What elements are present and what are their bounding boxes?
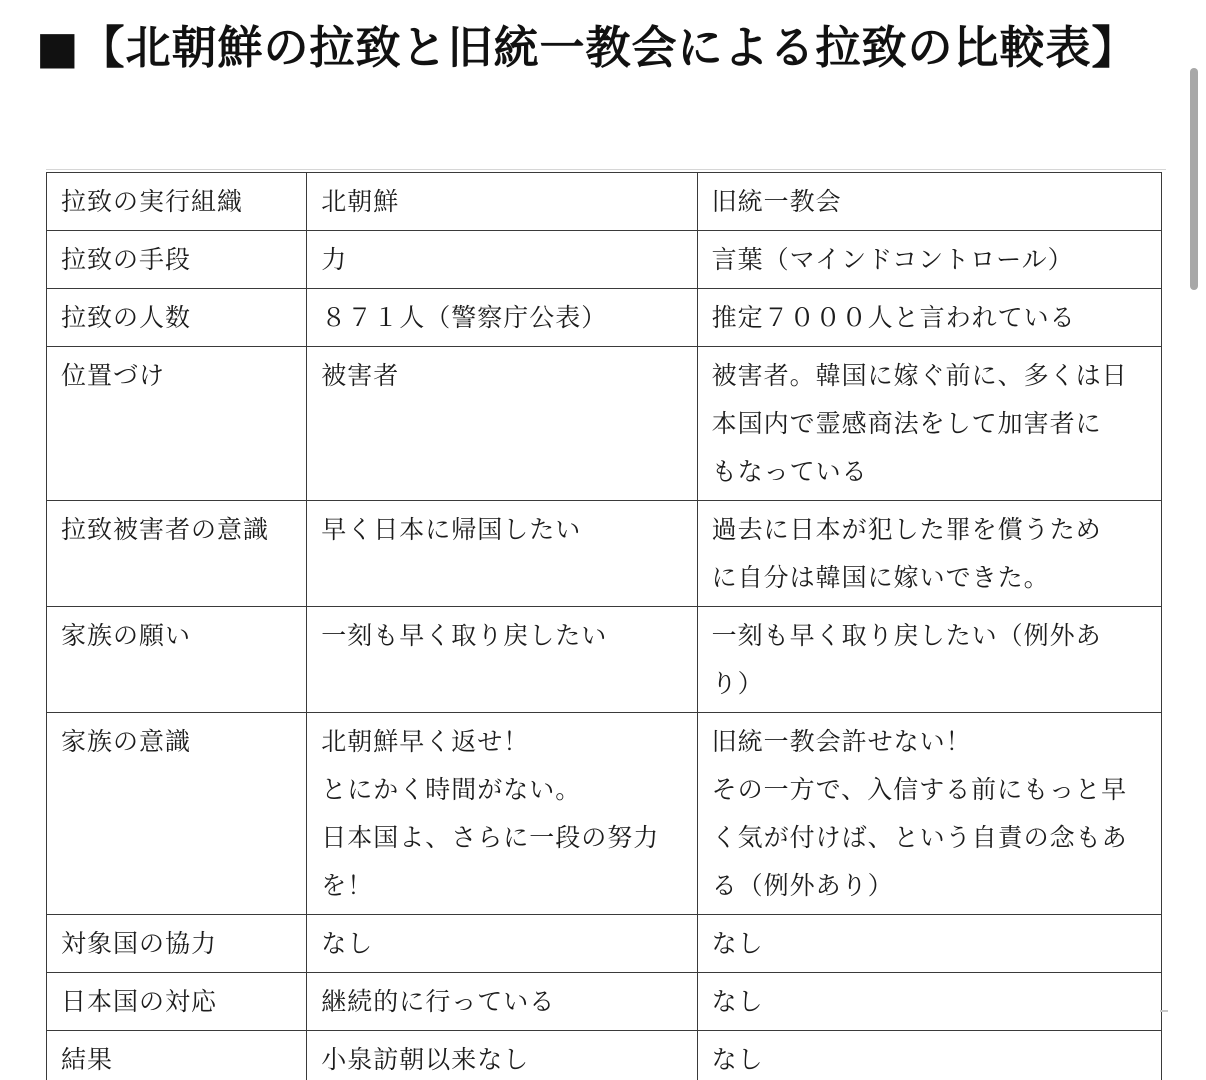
unification-church-cell xyxy=(697,289,1161,347)
cell-text-line: 北朝鮮早く返せ！ xyxy=(321,727,530,756)
row-label-cell: 拉致被害者の意識 xyxy=(47,501,307,607)
cell-text-line: なし xyxy=(321,929,374,958)
cell-text-line: 被害者。韓国に嫁ぐ前に、多くは日 xyxy=(711,361,1128,390)
unification-church-cell xyxy=(697,973,1161,1031)
table-row xyxy=(47,231,1162,289)
cell-text-line: 力 xyxy=(321,245,348,274)
north-korea-cell xyxy=(307,915,697,973)
cell-text-line: 旧統一教会 xyxy=(711,187,842,216)
row-label-cell: 拉致の実行組織 xyxy=(47,173,307,231)
cell-text-line: 被害者 xyxy=(321,361,400,390)
north-korea-cell xyxy=(307,973,697,1031)
cell-text-line: その一方で、入信する前にもっと早 xyxy=(711,775,1128,804)
row-label-cell: 位置づけ xyxy=(47,347,307,501)
cell-text-line: 一刻も早く取り戻したい xyxy=(321,621,608,650)
unification-church-cell xyxy=(697,1031,1161,1080)
row-label-cell: 家族の願い xyxy=(47,607,307,713)
table-row xyxy=(47,973,1162,1031)
table-row xyxy=(47,915,1162,973)
table-row xyxy=(47,1031,1162,1080)
cell-text-line: 推定７０００人と言われている xyxy=(711,303,1076,332)
row-label-cell: 家族の意識 xyxy=(47,713,307,915)
cell-text-line: 過去に日本が犯した罪を償うため xyxy=(711,515,1102,544)
vertical-scrollbar[interactable] xyxy=(1190,68,1198,290)
cell-text-line: 旧統一教会許せない！ xyxy=(711,727,972,756)
table-row xyxy=(47,173,1162,231)
cell-text-line: 日本国よ、さらに一段の努力 xyxy=(321,823,660,852)
unification-church-cell xyxy=(697,713,1161,915)
north-korea-cell xyxy=(307,501,697,607)
divider xyxy=(1160,1010,1168,1012)
cell-text-line: 本国内で霊感商法をして加害者に xyxy=(711,409,1102,438)
cell-text-line: を！ xyxy=(321,871,374,900)
unification-church-cell xyxy=(697,347,1161,501)
row-label-cell: 対象国の協力 xyxy=(47,915,307,973)
divider xyxy=(46,169,1166,170)
north-korea-cell xyxy=(307,289,697,347)
row-label-cell: 拉致の人数 xyxy=(47,289,307,347)
cell-text-line: 早く日本に帰国したい xyxy=(321,515,582,544)
cell-text-line: ８７１人（警察庁公表） xyxy=(321,303,608,332)
page-title: ■【北朝鮮の拉致と旧統一教会による拉致の比較表】 xyxy=(36,21,1138,74)
table-row xyxy=(47,713,1162,915)
unification-church-cell xyxy=(697,501,1161,607)
unification-church-cell xyxy=(697,173,1161,231)
cell-text-line: 北朝鮮 xyxy=(321,187,400,216)
north-korea-cell xyxy=(307,347,697,501)
table-row xyxy=(47,289,1162,347)
north-korea-cell xyxy=(307,713,697,915)
unification-church-cell xyxy=(697,231,1161,289)
cell-text-line: なし xyxy=(711,929,764,958)
table-row xyxy=(47,347,1162,501)
row-label-cell: 日本国の対応 xyxy=(47,973,307,1031)
cell-text-line: に自分は韓国に嫁いできた。 xyxy=(711,563,1050,592)
cell-text-line: 一刻も早く取り戻したい（例外あ xyxy=(711,621,1102,650)
unification-church-cell xyxy=(697,607,1161,713)
comparison-table xyxy=(46,172,1162,1080)
table-body xyxy=(47,173,1162,1080)
cell-text-line: 言葉（マインドコントロール） xyxy=(711,245,1074,274)
table-row xyxy=(47,607,1162,713)
table-row xyxy=(47,501,1162,607)
cell-text-line: なし xyxy=(711,987,764,1016)
cell-text-line: なし xyxy=(711,1045,764,1074)
north-korea-cell xyxy=(307,231,697,289)
row-label-cell: 拉致の手段 xyxy=(47,231,307,289)
cell-text-line: く気が付けば、という自責の念もあ xyxy=(711,823,1128,852)
cell-text-line: とにかく時間がない。 xyxy=(321,775,582,804)
cell-text-line: もなっている xyxy=(711,457,868,486)
north-korea-cell xyxy=(307,173,697,231)
row-label-cell: 結果 xyxy=(47,1031,307,1080)
cell-text-line: 小泉訪朝以来なし xyxy=(321,1045,530,1074)
cell-text-line: る（例外あり） xyxy=(711,871,894,900)
unification-church-cell xyxy=(697,915,1161,973)
north-korea-cell xyxy=(307,1031,697,1080)
cell-text-line: 継続的に行っている xyxy=(321,987,556,1016)
north-korea-cell xyxy=(307,607,697,713)
cell-text-line: り） xyxy=(711,669,764,698)
